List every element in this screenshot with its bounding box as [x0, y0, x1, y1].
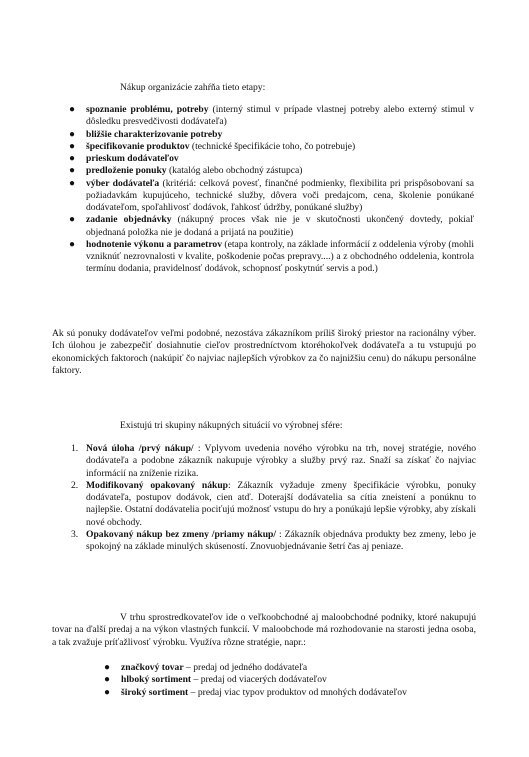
list-item: ● hodnotenie výkonu a parametrov (etapa kontroly, na základe informácií z oddelenia výroby (mohli vzniknúť nezrovnalosti v kvalite, poškodenie počas prepravy....) a z obchodného oddelenia, kontrola termínu dodania, pravidelnosť dodávok, schopnosť poskytnúť servis a pod.) [69, 238, 474, 275]
item-number: 1. [71, 443, 79, 454]
bullet-icon: ● [69, 177, 76, 189]
list-item: ● značkový tovar – predaj od jedného dodávateľa [104, 662, 308, 673]
list-item: 3. Opakovaný nákup bez zmeny /priamy nákup/ : Zákazník objednáva produkty bez zmeny, lebo je spokojný na základe minulých skúseností. Znovuobjednávanie šetrí čas aj peniaze. [71, 528, 476, 553]
list-item: ● zadanie objednávky (nákupný proces však nie je v skutočnosti ukončený dovtedy, pokiaľ objednaná položka nie je dodaná a prijatá na použitie) [69, 214, 475, 238]
bullet-icon: ● [69, 214, 76, 226]
bullet-icon: ● [104, 686, 111, 698]
list-item: ● predloženie ponuky (katalóg alebo obchodný zástupca) [69, 165, 303, 177]
bullet-icon: ● [69, 153, 76, 165]
list-item: ● špecifikovanie produktov (technické špecifikácie toho, čo potrebuje) [69, 140, 356, 152]
list-item: ● spoznanie problému, potreby (interný stimul v prípade vlastnej potreby alebo externý stimul v dôsledku presvedčivosti dodávateľa) [69, 104, 474, 128]
intermediaries-paragraph: V trhu sprostredkovateľov ide o veľkoobchodné aj maloobchodné podniky, ktoré nakupujú tovar na ďalší predaj a na výkon vlastných funkcií. V maloobchode má rozhodovanie na starosti jedna osoba, a tak zvažuje príťažlivosť výrobku. Využíva rôzne stratégie, napr.: [52, 612, 476, 648]
list-item: ● hlboký sortiment – predaj od viacerých dodávateľov [104, 674, 327, 686]
intro-text: Nákup organizácie zahŕňa tieto etapy: [120, 82, 266, 93]
item-number: 3. [71, 528, 79, 540]
strategies-list [104, 662, 481, 699]
stages-list [69, 104, 475, 276]
list-item: 2. Modifikovaný opakovaný nákup: Zákazník vyžaduje zmeny špecifikácie výrobku, ponuky dodávateľa, postupov dodávok, cien atď. Doterajší dodávatelia sa cítia zneistení a ponúknu to najlepšie. Ostatní dodávatelia pociťujú možnosť vstupu do hry a ponúkajú lepšie výrobky, aby získali nové obchody. [71, 479, 476, 528]
situations-list [71, 443, 476, 553]
list-item: ● široký sortiment – predaj viac typov produktov od mnohých dodávateľov [104, 686, 407, 698]
list-item: ● prieskum dodávateľov [69, 153, 179, 165]
bullet-icon: ● [69, 140, 76, 152]
list-item: ● výber dodávateľa (kritériá: celková povesť, finančné podmienky, flexibilita pri prispôsobovaní sa požiadavkám kupujúceho, technické služby, dôvera voči predajcom, cena, školenie ponúkané dodávateľom, spoľahlivosť dodávok, ľahkosť údržby, ponúkané služby) [69, 177, 474, 214]
groups-heading: Existujú tri skupiny nákupných situácií vo výrobnej sfére: [120, 420, 343, 431]
list-item: ● bližšie charakterizovanie potreby [69, 128, 223, 140]
bullet-icon: ● [69, 104, 76, 115]
bullet-icon: ● [69, 165, 76, 177]
list-item: 1. Nová úloha /prvý nákup/ : Vplyvom uvedenia nového výrobku na trh, novej stratégie, nového dodávateľa a podobne zákazník nakupuje výrobky a služby prvý raz. Snaží sa získať čo najviac informácií na zníženie rizika. [71, 443, 476, 479]
offers-paragraph: Ak sú ponuky dodávateľov veľmi podobné, nezostáva zákazníkom príliš široký priestor na racionálny výber. Ich úlohou je zabezpečiť dosiahnutie cieľov prostredníctvom ktoréhokoľvek dodávateľa a tu vstupujú po ekonomických faktoroch (nakúpiť čo najviac najlepších výrobkov za čo najnižšiu cenu) do nákupu personálne faktory. [52, 328, 476, 376]
bullet-icon: ● [69, 128, 76, 140]
bullet-icon: ● [104, 674, 111, 686]
bullet-icon: ● [104, 662, 111, 673]
item-number: 2. [71, 479, 79, 491]
bullet-icon: ● [69, 238, 76, 250]
